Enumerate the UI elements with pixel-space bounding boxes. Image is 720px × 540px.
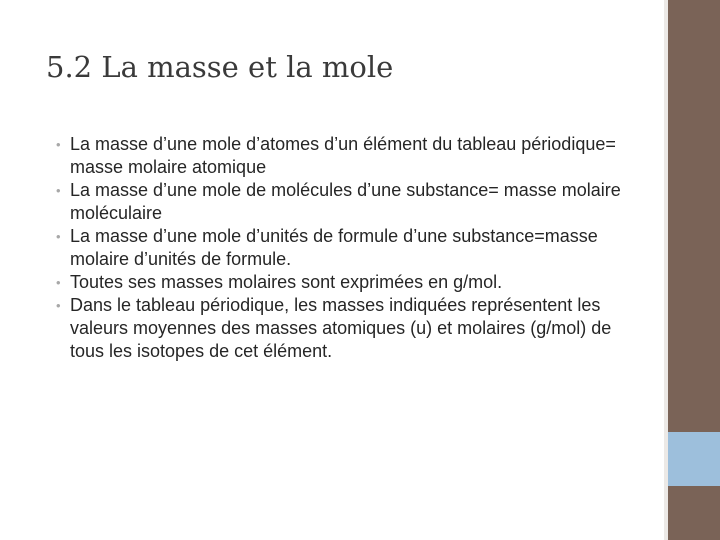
bullet-dot-icon: • — [56, 229, 61, 244]
bullet-dot-icon: • — [56, 298, 61, 313]
bullet-dot-icon: • — [56, 183, 61, 198]
bullet-list — [48, 133, 648, 363]
slide-title: 5.2 La masse et la mole — [46, 50, 394, 84]
bullet-item — [48, 271, 648, 294]
bullet-text: Toutes ses masses molaires sont exprimées en g/mol. — [70, 272, 503, 292]
bullet-item — [48, 294, 648, 363]
bullet-text: La masse d’une mole d’unités de formule d’une substance=masse molaire d’unités de formule. — [70, 226, 598, 269]
bullet-text: La masse d’une mole de molécules d’une substance= masse molaire moléculaire — [70, 180, 621, 223]
sidebar-accent-block — [668, 432, 720, 486]
bullet-text: La masse d’une mole d’atomes d’un élément du tableau périodique= masse molaire atomique — [70, 134, 616, 177]
bullet-item — [48, 225, 648, 271]
bullet-item — [48, 133, 648, 179]
bullet-dot-icon: • — [56, 137, 61, 152]
bullet-item — [48, 179, 648, 225]
bullet-text: Dans le tableau périodique, les masses indiquées représentent les valeurs moyennes des masses atomiques (u) et molaires (g/mol) de tous les isotopes de cet élément. — [70, 295, 612, 361]
bullet-dot-icon: • — [56, 275, 61, 290]
